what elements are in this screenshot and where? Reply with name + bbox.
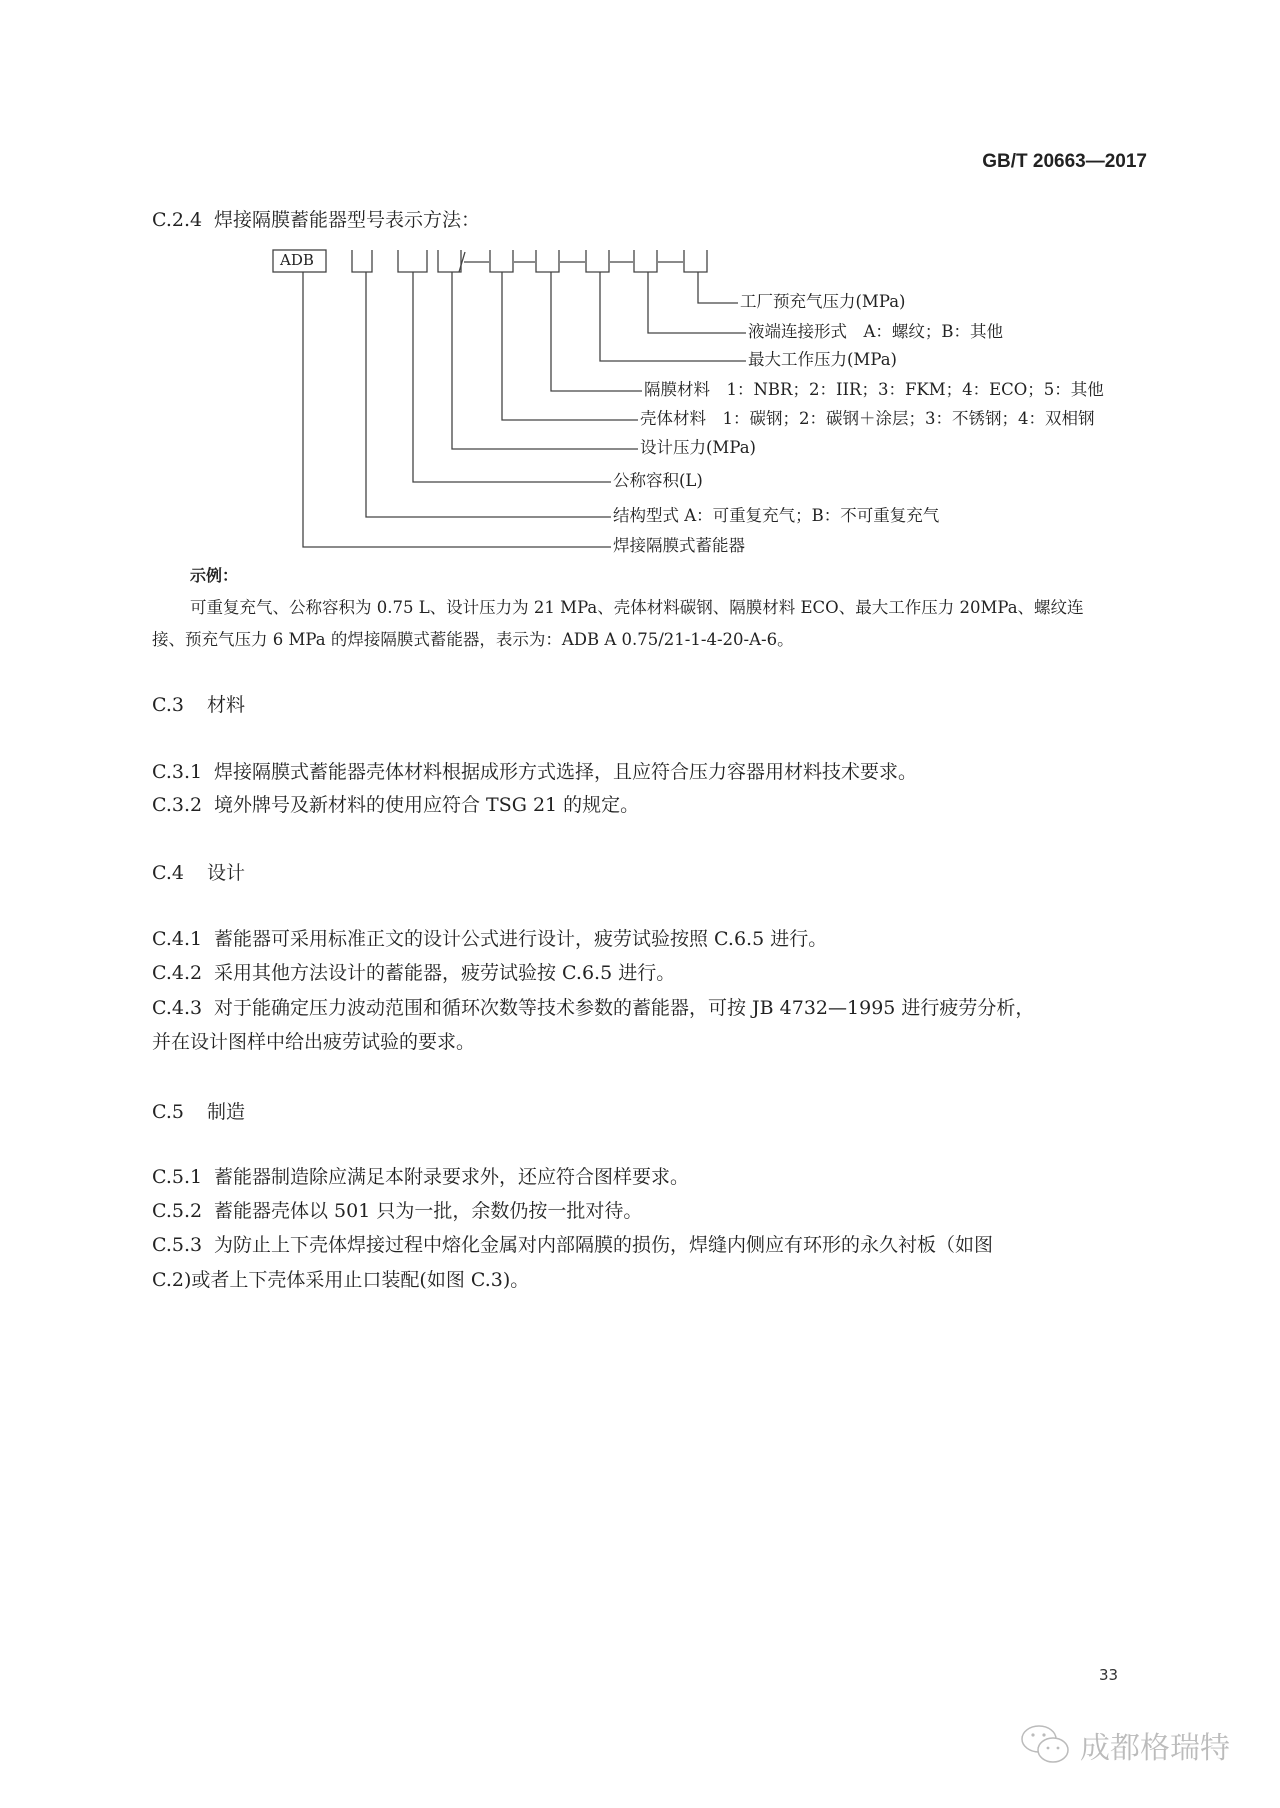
section-number: C.3 bbox=[152, 694, 184, 716]
section-number: C.5 bbox=[152, 1101, 184, 1123]
section-title: 材料 bbox=[207, 694, 246, 716]
clause-number: C.5.3 bbox=[152, 1234, 203, 1256]
clause-c5-2 bbox=[152, 1202, 642, 1221]
wechat-icon bbox=[1020, 1723, 1072, 1767]
example-line-2: 接、预充气压力 6 MPa 的焊接隔膜式蓄能器，表示为：ADB A 0.75/21-1-4-20-A-6。 bbox=[152, 630, 794, 649]
clause-c4-3 bbox=[152, 999, 1034, 1018]
label-diaphragm-material: 隔膜材料 1：NBR；2：IIR；3：FKM；4：ECO；5：其他 bbox=[644, 380, 1104, 399]
label-design-pressure: 设计压力(MPa) bbox=[640, 438, 756, 457]
clause-number: C.5.2 bbox=[152, 1200, 203, 1222]
clause-text: 蓄能器制造除应满足本附录要求外，还应符合图样要求。 bbox=[214, 1166, 690, 1188]
section-number: C.2.4 bbox=[152, 209, 203, 231]
page-number: 33 bbox=[1099, 1666, 1119, 1684]
clause-text: 为防止上下壳体焊接过程中熔化金属对内部隔膜的损伤，焊缝内侧应有环形的永久衬板（如图 bbox=[214, 1234, 994, 1256]
section-c5-heading bbox=[152, 1103, 245, 1122]
clause-c4-3-continued: 并在设计图样中给出疲劳试验的要求。 bbox=[152, 1031, 476, 1053]
clause-text: 焊接隔膜式蓄能器壳体材料根据成形方式选择，且应符合压力容器用材料技术要求。 bbox=[214, 761, 918, 783]
section-title: 制造 bbox=[207, 1101, 246, 1123]
label-max-working-pressure: 最大工作压力(MPa) bbox=[748, 350, 897, 369]
clause-c5-1 bbox=[152, 1168, 689, 1187]
example-title: 示例： bbox=[190, 566, 239, 585]
section-title: 设计 bbox=[207, 862, 246, 884]
clause-text: 对于能确定压力波动范围和循环次数等技术参数的蓄能器，可按 JB 4732—1995 进行疲劳分析， bbox=[214, 997, 1035, 1019]
clause-c3-2 bbox=[152, 796, 639, 815]
label-structure-type: 结构型式 A：可重复充气；B：不可重复充气 bbox=[613, 506, 940, 525]
clause-text: 境外牌号及新材料的使用应符合 TSG 21 的规定。 bbox=[214, 794, 640, 816]
label-nominal-volume: 公称容积(L) bbox=[613, 471, 703, 490]
clause-c4-1 bbox=[152, 930, 827, 949]
clause-number: C.3.1 bbox=[152, 761, 203, 783]
section-number: C.4 bbox=[152, 862, 184, 884]
section-c4-heading bbox=[152, 864, 245, 883]
clause-c3-1 bbox=[152, 763, 917, 782]
clause-number: C.4.1 bbox=[152, 928, 203, 950]
clause-number: C.3.2 bbox=[152, 794, 203, 816]
example-line-1: 可重复充气、公称容积为 0.75 L、设计压力为 21 MPa、壳体材料碳钢、隔膜材料 ECO、最大工作压力 20MPa、螺纹连 bbox=[190, 598, 1084, 617]
clause-c4-2 bbox=[152, 964, 675, 983]
clause-text: 采用其他方法设计的蓄能器，疲劳试验按 C.6.5 进行。 bbox=[214, 962, 676, 984]
section-title: 焊接隔膜蓄能器型号表示方法： bbox=[214, 209, 481, 231]
label-port-connection: 液端连接形式 A：螺纹；B：其他 bbox=[748, 322, 1004, 341]
clause-c5-3 bbox=[152, 1236, 993, 1255]
label-shell-material: 壳体材料 1：碳钢；2：碳钢＋涂层；3：不锈钢；4：双相钢 bbox=[640, 409, 1095, 428]
code-prefix: ADB bbox=[280, 251, 314, 269]
watermark-text: 成都格瑞特 bbox=[1080, 1731, 1230, 1766]
clause-number: C.4.3 bbox=[152, 997, 203, 1019]
clause-text: 蓄能器壳体以 501 只为一批，余数仍按一批对待。 bbox=[214, 1200, 643, 1222]
clause-number: C.5.1 bbox=[152, 1166, 203, 1188]
clause-number: C.4.2 bbox=[152, 962, 203, 984]
clause-c5-3-continued: C.2)或者上下壳体采用止口装配(如图 C.3)。 bbox=[152, 1269, 530, 1291]
watermark bbox=[1020, 1723, 1230, 1767]
standard-number: GB/T 20663—2017 bbox=[982, 151, 1147, 172]
clause-text: 蓄能器可采用标准正文的设计公式进行设计，疲劳试验按照 C.6.5 进行。 bbox=[214, 928, 828, 950]
label-welded-diaphragm-accumulator: 焊接隔膜式蓄能器 bbox=[613, 536, 745, 555]
label-precharge-pressure: 工厂预充气压力(MPa) bbox=[740, 292, 906, 311]
section-c3-heading bbox=[152, 696, 245, 715]
